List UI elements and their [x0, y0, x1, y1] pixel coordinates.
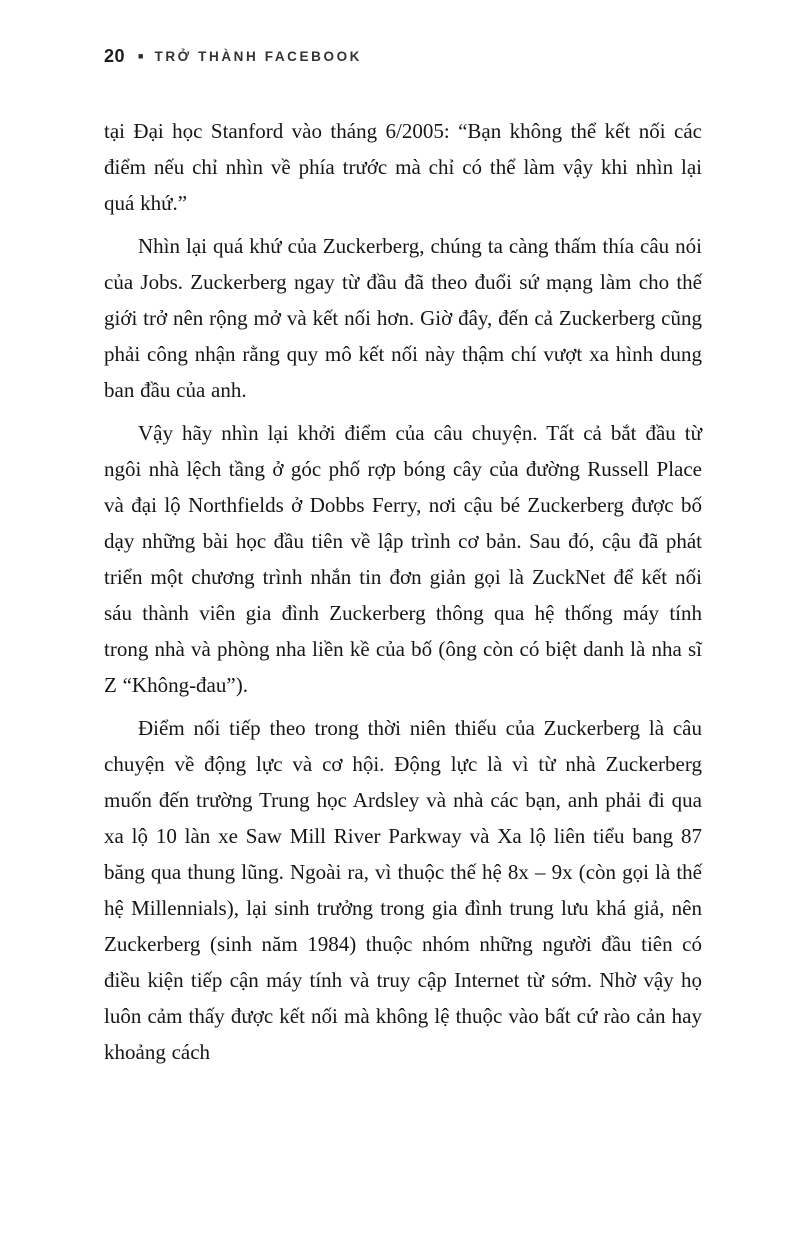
- square-bullet-icon: ■: [138, 51, 144, 61]
- running-title: TRỞ THÀNH FACEBOOK: [154, 49, 363, 64]
- paragraph: Điểm nối tiếp theo trong thời niên thiếu của Zuckerberg là câu chuyện về động lực và cơ hội. Động lực là vì từ nhà Zuckerberg muốn đến trường Trung học Ardsley và nhà các bạn, anh phải đi qua xa lộ 10 làn xe Saw Mill River Parkway và Xa lộ liên tiểu bang 87 băng qua thung lũng. Ngoài ra, vì thuộc thế hệ 8x – 9x (còn gọi là thế hệ Millennials), lại sinh trưởng trong gia đình trung lưu khá giả, nên Zuckerberg (sinh năm 1984) thuộc nhóm những người đầu tiên có điều kiện tiếp cận máy tính và truy cập Internet từ sớm. Nhờ vậy họ luôn cảm thấy được kết nối mà không lệ thuộc vào bất cứ rào cản hay khoảng cách: [104, 716, 702, 1064]
- paragraph: tại Đại học Stanford vào tháng 6/2005: “Bạn không thể kết nối các điểm nếu chỉ nhìn về phía trước mà chỉ có thể làm vậy khi nhìn lại quá khứ.”: [104, 119, 702, 215]
- page-header: [104, 46, 702, 67]
- paragraph: Nhìn lại quá khứ của Zuckerberg, chúng ta càng thấm thía câu nói của Jobs. Zuckerberg ngay từ đầu đã theo đuổi sứ mạng làm cho thế giới trở nên rộng mở và kết nối hơn. Giờ đây, đến cả Zuckerberg cũng phải công nhận rằng quy mô kết nối này thậm chí vượt xa hình dung ban đầu của anh.: [104, 234, 702, 402]
- page-body: [104, 113, 702, 1070]
- paragraph: Vậy hãy nhìn lại khởi điểm của câu chuyện. Tất cả bắt đầu từ ngôi nhà lệch tầng ở góc phố rợp bóng cây của đường Russell Place và đại lộ Northfields ở Dobbs Ferry, nơi cậu bé Zuckerberg được bố dạy những bài học đầu tiên về lập trình cơ bản. Sau đó, cậu đã phát triển một chương trình nhắn tin đơn giản gọi là ZuckNet để kết nối sáu thành viên gia đình Zuckerberg thông qua hệ thống máy tính trong nhà và phòng nha liền kề của bố (ông còn có biệt danh là nha sĩ Z “Không-đau”).: [104, 421, 702, 697]
- page-number: 20: [104, 46, 126, 66]
